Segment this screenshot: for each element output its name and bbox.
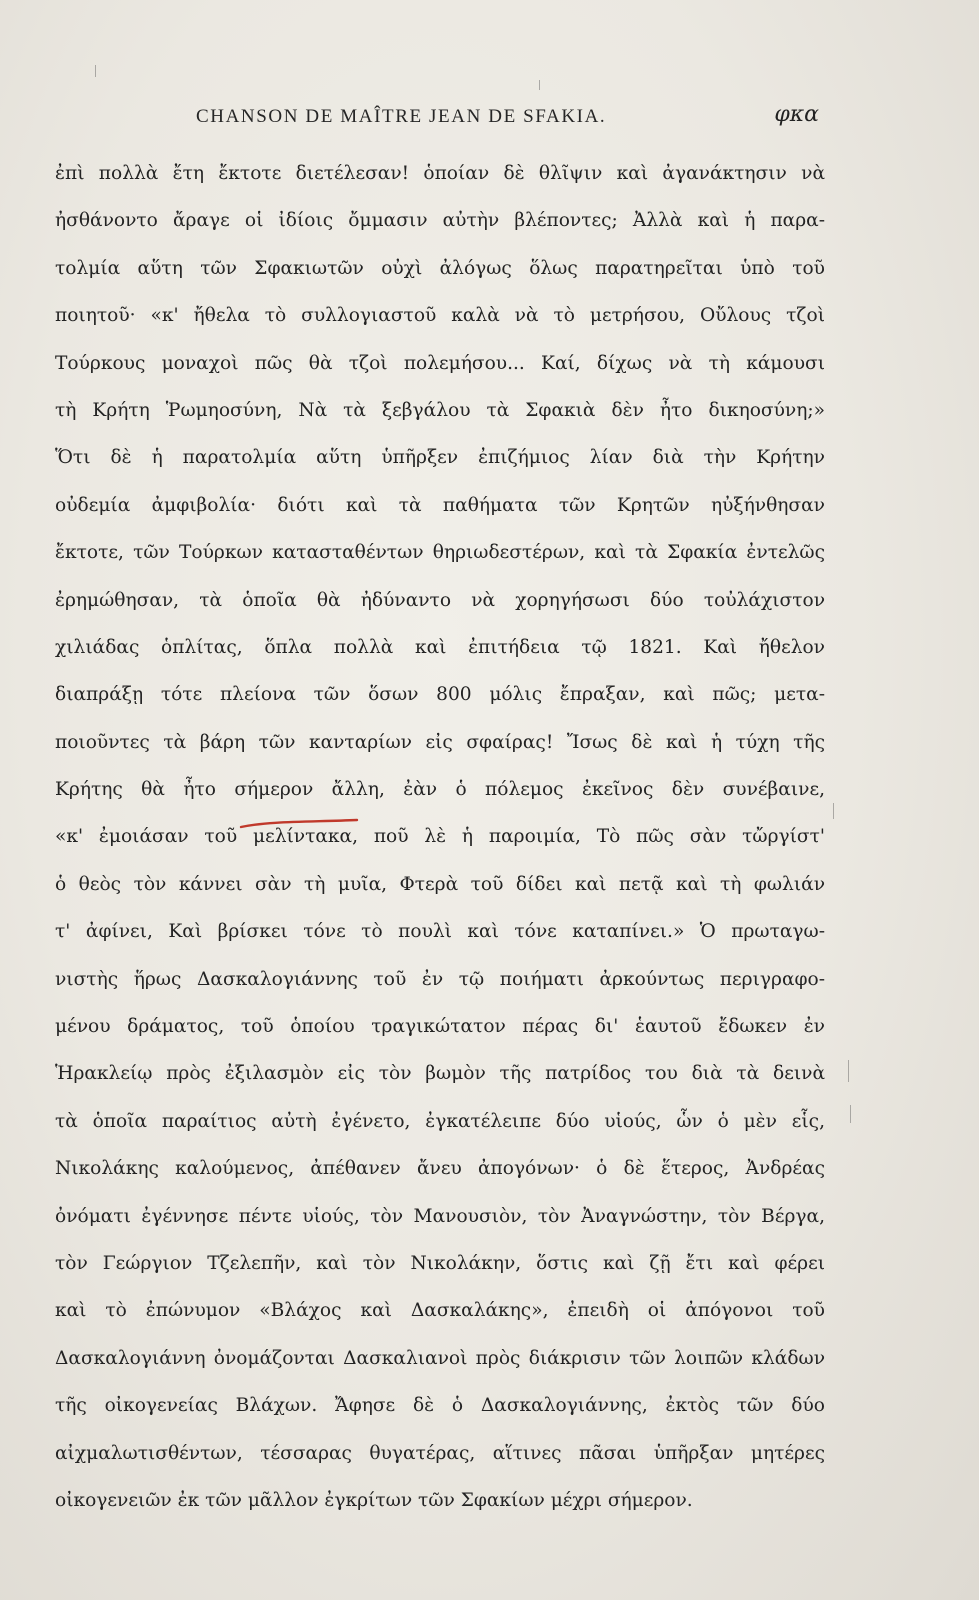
margin-mark [848,1060,849,1082]
text-line: τολμία αὕτη τῶν Σφακιωτῶν οὐχὶ ἀλόγως ὅλως παρατηρεῖται ὑπὸ τοῦ [55,257,825,279]
text-line: Κρήτης θὰ ἦτο σήμερον ἄλλη, ἐὰν ὁ πόλεμος ἐκεῖνος δὲν συνέβαινε, [55,779,825,801]
running-head [0,100,979,136]
running-head-title: CHANSON DE MAÎTRE JEAN DE SFAKIA. [196,106,607,127]
text-line: τ' ἀφίνει, Καὶ βρίσκει τόνε τὸ πουλὶ καὶ τόνε καταπίνει.» Ὁ πρωταγω- [55,921,825,943]
text-line: ὀνόματι ἐγέννησε πέντε υἱούς, τὸν Μανουσιὸν, τὸν Ἀναγνώστην, τὸν Βέργα, [55,1205,825,1227]
text-line: τῆς οἰκογενείας Βλάχων. Ἄφησε δὲ ὁ Δασκαλογιάννης, ἐκτὸς τῶν δύο [55,1395,825,1417]
red-underline-mark [239,817,359,833]
text-line: Ὅτι δὲ ἡ παρατολμία αὕτη ὑπῆρξεν ἐπιζήμιος λίαν διὰ τὴν Κρήτην [55,447,825,469]
text-line: Τούρκους μοναχοὶ πῶς θὰ τζοὶ πολεμήσου... Καί, δίχως νὰ τὴ κάμουσι [55,352,825,374]
text-line: Νικολάκης καλούμενος, ἀπέθανεν ἄνευ ἀπογόνων· ὁ δὲ ἕτερος, Ἀνδρέας [55,1158,825,1180]
text-line: χιλιάδας ὁπλίτας, ὅπλα πολλὰ καὶ ἐπιτήδεια τῷ 1821. Καὶ ἤθελον [55,636,825,658]
text-line: ἔκτοτε, τῶν Τούρκων κατασταθέντων θηριωδεστέρων, καὶ τὰ Σφακία ἐντελῶς [55,542,825,564]
text-line: ἐρημώθησαν, τὰ ὁποῖα θὰ ἠδύναντο νὰ χορηγήσωσι δύο τοὐλάχιστον [55,589,825,611]
page-number: φκα [774,102,819,127]
text-line: τὸν Γεώργιον Τζελεπῆν, καὶ τὸν Νικολάκην, ὅστις καὶ ζῇ ἔτι καὶ φέρει [55,1252,825,1274]
text-line: Ἡρακλείῳ πρὸς ἐξιλασμὸν εἰς τὸν βωμὸν τῆς πατρίδος του διὰ τὰ δεινὰ [55,1063,825,1085]
text-line: διαπράξῃ τότε πλείονα τῶν ὅσων 800 μόλις ἔπραξαν, καὶ πῶς; μετα- [55,684,825,706]
text-line: οἰκογενειῶν ἐκ τῶν μᾶλλον ἐγκρίτων τῶν Σφακίων μέχρι σήμερον. [55,1489,693,1511]
text-line: ποιοῦντες τὰ βάρη τῶν κανταρίων εἰς σφαίρας! Ἴσως δὲ καὶ ἡ τύχη τῆς [55,731,825,753]
text-line: ποιητοῦ· «κ' ἤθελα τὸ συλλογιαστοῦ καλὰ νὰ τὸ μετρήσου, Οὔλους τζοὶ [55,305,825,327]
margin-mark [850,1105,851,1123]
text-line: μένου δράματος, τοῦ ὁποίου τραγικώτατον πέρας δι' ἑαυτοῦ ἔδωκεν ἐν [55,1016,825,1038]
text-line: ὁ θεὸς τὸν κάννει σὰν τὴ μυῖα, Φτερὰ τοῦ δίδει καὶ πετᾷ καὶ τὴ φωλιάν [55,873,825,895]
text-line: ἐπὶ πολλὰ ἔτη ἔκτοτε διετέλεσαν! ὁποίαν δὲ θλῖψιν καὶ ἀγανάκτησιν νὰ [55,163,825,184]
text-line: Δασκαλογιάννη ὀνομάζονται Δασκαλιανοὶ πρὸς διάκρισιν τῶν λοιπῶν κλάδων [55,1347,825,1369]
margin-mark [833,803,834,819]
text-line: «κ' ἐμοιάσαν τοῦ μελίντακα, ποῦ λὲ ἡ παροιμία, Τὸ πῶς σὰν τὤργίστ' [55,826,825,848]
text-line: οὐδεμία ἀμφιβολία· διότι καὶ τὰ παθήματα τῶν Κρητῶν ηὐξήνθησαν [55,494,825,516]
text-line: αἰχμαλωτισθέντων, τέσσαρας θυγατέρας, αἵτινες πᾶσαι ὑπῆρξαν μητέρες [55,1442,825,1464]
text-line: τὰ ὁποῖα παραίτιος αὐτὴ ἐγένετο, ἐγκατέλειπε δύο υἱούς, ὧν ὁ μὲν εἷς, [55,1110,825,1132]
text-line: νιστὴς ἥρως Δασκαλογιάννης τοῦ ἐν τῷ ποιήματι ἀρκούντως περιγραφο- [55,968,825,990]
text-line: ἠσθάνοντο ἄραγε οἱ ἰδίοις ὄμμασιν αὐτὴν βλέποντες; Ἀλλὰ καὶ ἡ παρα- [55,210,825,232]
margin-mark [539,80,540,90]
text-line: καὶ τὸ ἐπώνυμον «Βλάχος καὶ Δασκαλάκης», ἐπειδὴ οἱ ἀπόγονοι τοῦ [55,1300,825,1322]
margin-mark [95,65,96,77]
body-text [55,150,825,1524]
text-line: τὴ Κρήτη Ῥωμηοσύνη, Νὰ τὰ ξεβγάλου τὰ Σφακιὰ δὲν ἦτο δικηοσύνη;» [55,399,825,421]
